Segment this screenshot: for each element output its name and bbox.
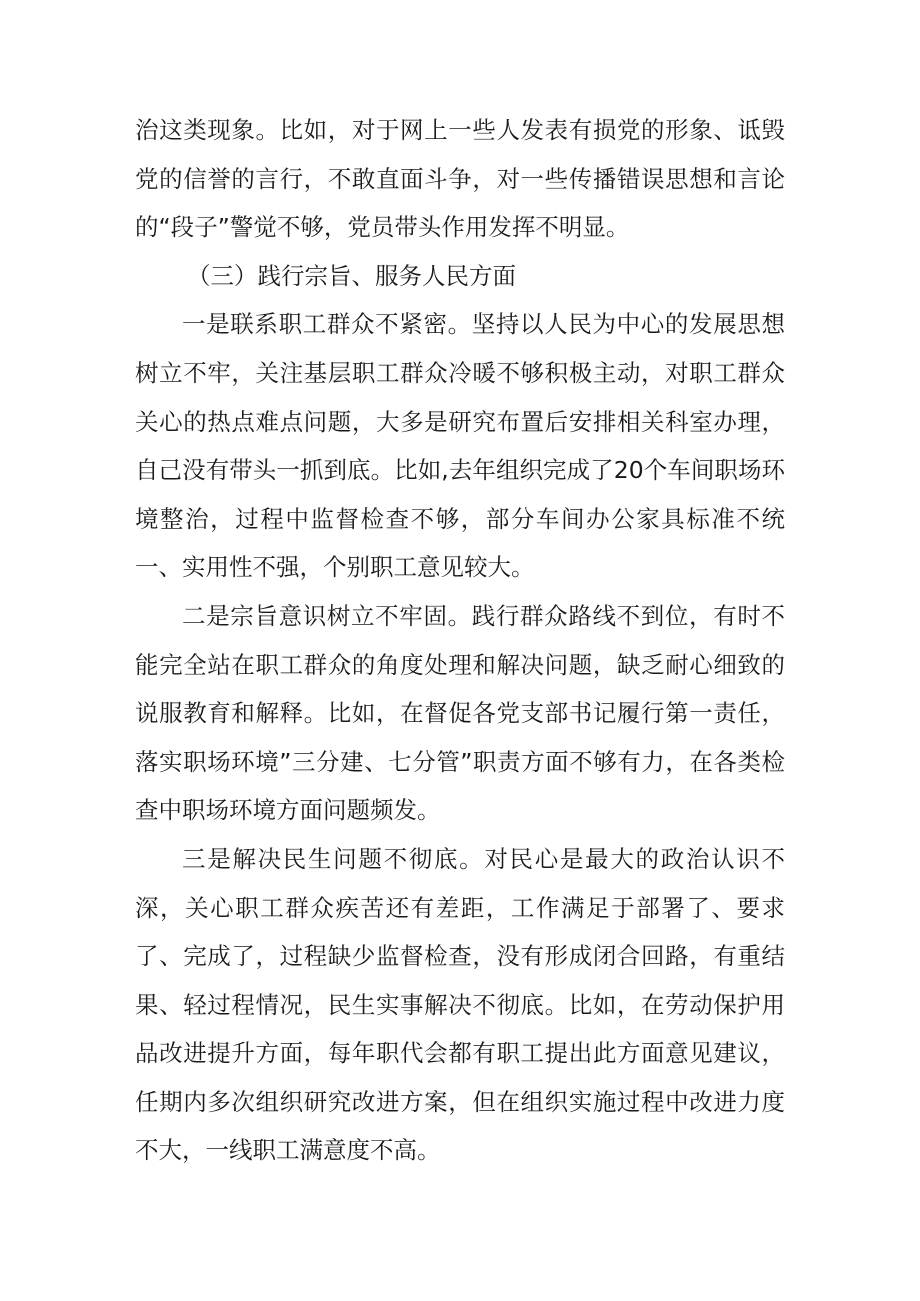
text-line: 三是解决民生问题不彻底。对民心是最大的政治认识不深， [135,844,785,922]
text-line: 子”警觉不够，党员带头作用发挥不明显。 [194,213,630,242]
heading-text: （三）践行宗旨、服务人民方面 [187,261,516,290]
document-body [135,106,785,1175]
text-line: 场环境方面问题频发。 [205,796,441,825]
text-line: 关心职工群众疾苦还有差距，工作满足于部署了、要求了、完成 [135,893,786,971]
text-line: 意度不高。 [323,1136,441,1165]
paragraph-2 [135,592,785,835]
text-line: 二是宗旨意识树立不牢固。践行群众路线不到位，有时不能 [135,601,785,679]
paragraph-1 [135,300,785,592]
paragraph-3 [135,835,785,1175]
section-heading [135,252,785,301]
text-line: 的热点难点问题，大多是研究布置后安排相关科室办理，自己没 [135,407,786,485]
text-line: 强，个别职工意见较大。 [276,553,535,582]
text-line: 场环境”三分建、七分管”职责方面不够有力，在各类检查中职 [135,747,786,825]
text-line: 完全站在职工群众的角度处理和解决问题，缺乏耐心细致的说服 [135,650,786,728]
text-line: 一是联系职工群众不紧密。坚持以人民为中心的发展思想树 [135,310,785,387]
text-line: 立不牢，关注基层职工群众冷暖不够积极主动，对职工群众关心 [135,358,786,436]
text-line: 面，每年职代会都有职工提出此方面意见建议，任期内多次组织 [135,1039,786,1116]
text-line: 过程中监督检查不够，部分车间办公家具标准不统一、实用性不 [135,504,786,582]
paragraph-continuation [135,106,785,252]
text-line: 了，过程缺少监督检查，没有形成闭合回路，有重结果、轻过程 [135,942,786,1019]
text-line: 情况，民生实事解决不彻底。比如，在劳动保护用品改进提升方 [135,990,786,1068]
text-line: 研究改进方案，但在组织实施过程中改进力度不大，一线职工满 [135,1087,786,1165]
text-line: 教育和解释。比如，在督促各党支部书记履行第一责任，落实职 [135,699,786,776]
text-line: 有带头一抓到底。比如,去年组织完成了20个车间职场环境整治， [135,456,786,533]
text-line: 的信誉的言行，不敢直面斗争，对一些传播错误思想和言论的“段 [135,164,786,242]
text-line: 治这类现象。比如，对于网上一些人发表有损党的形象、诋毁党 [135,116,785,193]
